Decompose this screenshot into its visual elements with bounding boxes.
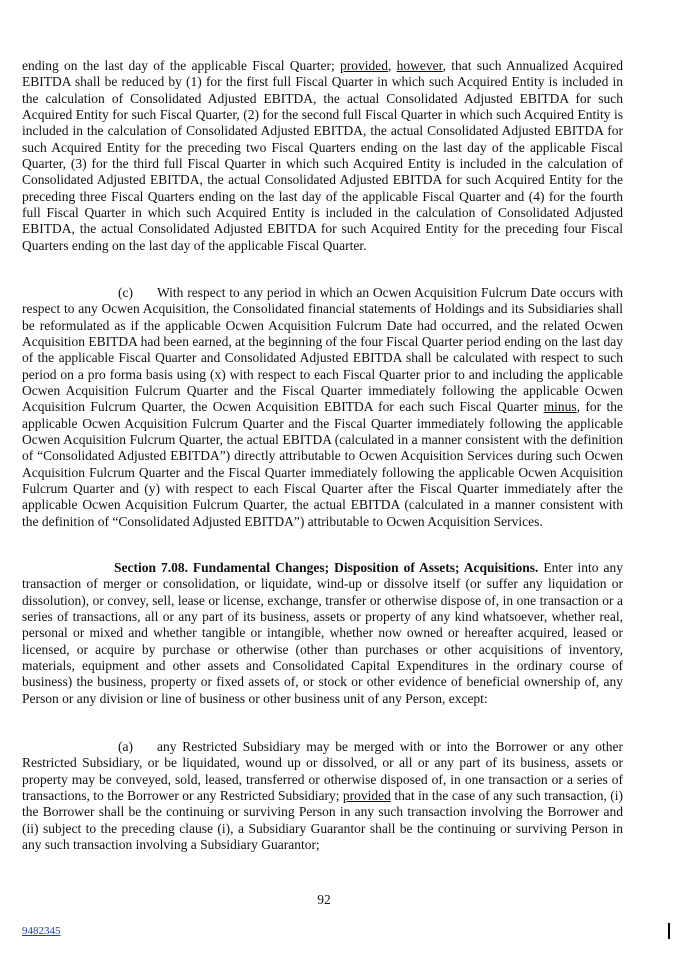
text: , for the applicable Ocwen Acquisition Fulcrum Quarter and the Fiscal Quarter immediately following the applicable Ocwen Acquisition Fulcrum Quarter, the actual EBITDA (calculated in a manner consistent with the definition of “Consolidated Adjusted EBITDA”) directly attributable to Ocwen Acquisition Services during such Ocwen Acquisition Fulcrum Quarter and the Fiscal Quarter immediately following the applicable Ocwen Acquisition Fulcrum Quarter and (y) with respect to each Fiscal Quarter after the Fiscal Quarter immediately after the applicable Ocwen Acquisition Fulcrum Quarter, the actual EBITDA (calculated in a manner consistent with the definition of “Consolidated Adjusted EBITDA”) attributable to Ocwen Acquisition Services. — [22, 399, 624, 529]
paragraph-annualized-ebitda — [22, 58, 623, 254]
paragraph-section-7-08 — [22, 560, 623, 707]
page-number: 92 — [317, 892, 331, 907]
however-term: however — [396, 58, 443, 73]
provided-term: provided — [342, 788, 391, 804]
text: With respect to any period in which an Ocwen Acquisition Fulcrum Date occurs with respect to any Ocwen Acquisition, the Consolidated financial statements of Holdings and its Subsidiaries shall be reformulated as if the applicable Ocwen Acquisition Fulcrum Date had occurred, and the related Ocwen Acquisition EBITDA had been earned, at the beginning of the four Fiscal Quarter period ending on the last day of the applicable Fiscal Quarter and Consolidated Adjusted EBITDA shall be calculated with respect to such period on a pro forma basis using (x) with respect to each Fiscal Quarter prior to and including the applicable Ocwen Acquisition Fulcrum Quarter and the Fiscal Quarter immediately following the applicable Ocwen Acquisition Fulcrum Quarter, the Ocwen Acquisition EBITDA for each such Fiscal Quarter — [22, 285, 623, 415]
paragraph-c-ocwen-acquisition — [22, 285, 623, 530]
text: any Restricted Subsidiary may be merged with or into the Borrower or any other Restricted Subsidiary, or be liquidated, wound up or dissolved, or all or any part of its business, assets or property may be conveyed, sold, leased, transferred or otherwise disposed of, in one transaction or a series of transactions, to the Borrower or any Restricted Subsidiary; — [22, 739, 623, 804]
minus-term: minus — [543, 399, 577, 415]
text: Enter into any transaction of merger or consolidation, or liquidate, wind-up or dissolve itself (or suffer any liquidation or dissolution), or convey, sell, lease or license, exchange, transfer or otherwise dispose of, in one transaction or a series of transactions, all or any part of its business, assets or property of any kind whatsoever, whether real, personal or mixed and whether tangible or intangible, whether now owned or hereafter acquired, leased or licensed, or acquire by purchase or otherwise (other than purchases or other acquisitions of inventory, materials, equipment and other assets and Consolidated Capital Expenditures in the ordinary course of business) the business, property or fixed assets of, or stock or other evidence of beneficial ownership of, any Person or any division or line of business or other business unit of any Person, except: — [22, 560, 623, 706]
paragraph-a-restricted-subsidiary — [22, 739, 623, 853]
text: , that such Annualized Acquired EBITDA shall be reduced by (1) for the first full Fiscal Quarter in which such Acquired Entity is included in the calculation of Consolidated Adjusted EBITDA, the actual Consolidated Adjusted EBITDA for such Acquired Entity for such Fiscal Quarter, (2) for the second full Fiscal Quarter in which such Acquired Entity is included in the calculation of Consolidated Adjusted EBITDA, the actual Consolidated Adjusted EBITDA for such Acquired Entity for the preceding two Fiscal Quarters ending on the last day of the applicable Fiscal Quarter, (3) for the third full Fiscal Quarter in which such Acquired Entity is included in the calculation of Consolidated Adjusted EBITDA, the actual Consolidated Adjusted EBITDA for such Acquired Entity for the preceding three Fiscal Quarters ending on the last day of the applicable Fiscal Quarter and (4) for the fourth full Fiscal Quarter in which such Acquired Entity is included in the calculation of Consolidated Adjusted EBITDA, the actual Consolidated Adjusted EBITDA for such Acquired Entity for the preceding four Fiscal Quarters ending on the last day of the applicable Fiscal Quarter. — [22, 58, 624, 253]
text: , — [388, 58, 397, 73]
clause-marker-c: (c) — [118, 285, 133, 300]
margin-bar — [668, 923, 670, 939]
document-id-link[interactable]: 9482345 — [22, 925, 61, 937]
text: that in the case of any such transaction, (i) the Borrower shall be the continuing or surviving Person in any such transaction involving the Borrower and (ii) subject to the preceding clause (i), a Subsidiary Guarantor shall be the continuing or surviving Person in any such transaction involving a Subsidiary Guarantor; — [22, 788, 623, 853]
provided-term: provided — [340, 58, 389, 73]
text: ending on the last day of the applicable Fiscal Quarter; — [22, 58, 341, 73]
clause-marker-a: (a) — [118, 739, 133, 754]
section-heading: Section 7.08. Fundamental Changes; Disposition of Assets; Acquisitions. — [114, 560, 539, 575]
